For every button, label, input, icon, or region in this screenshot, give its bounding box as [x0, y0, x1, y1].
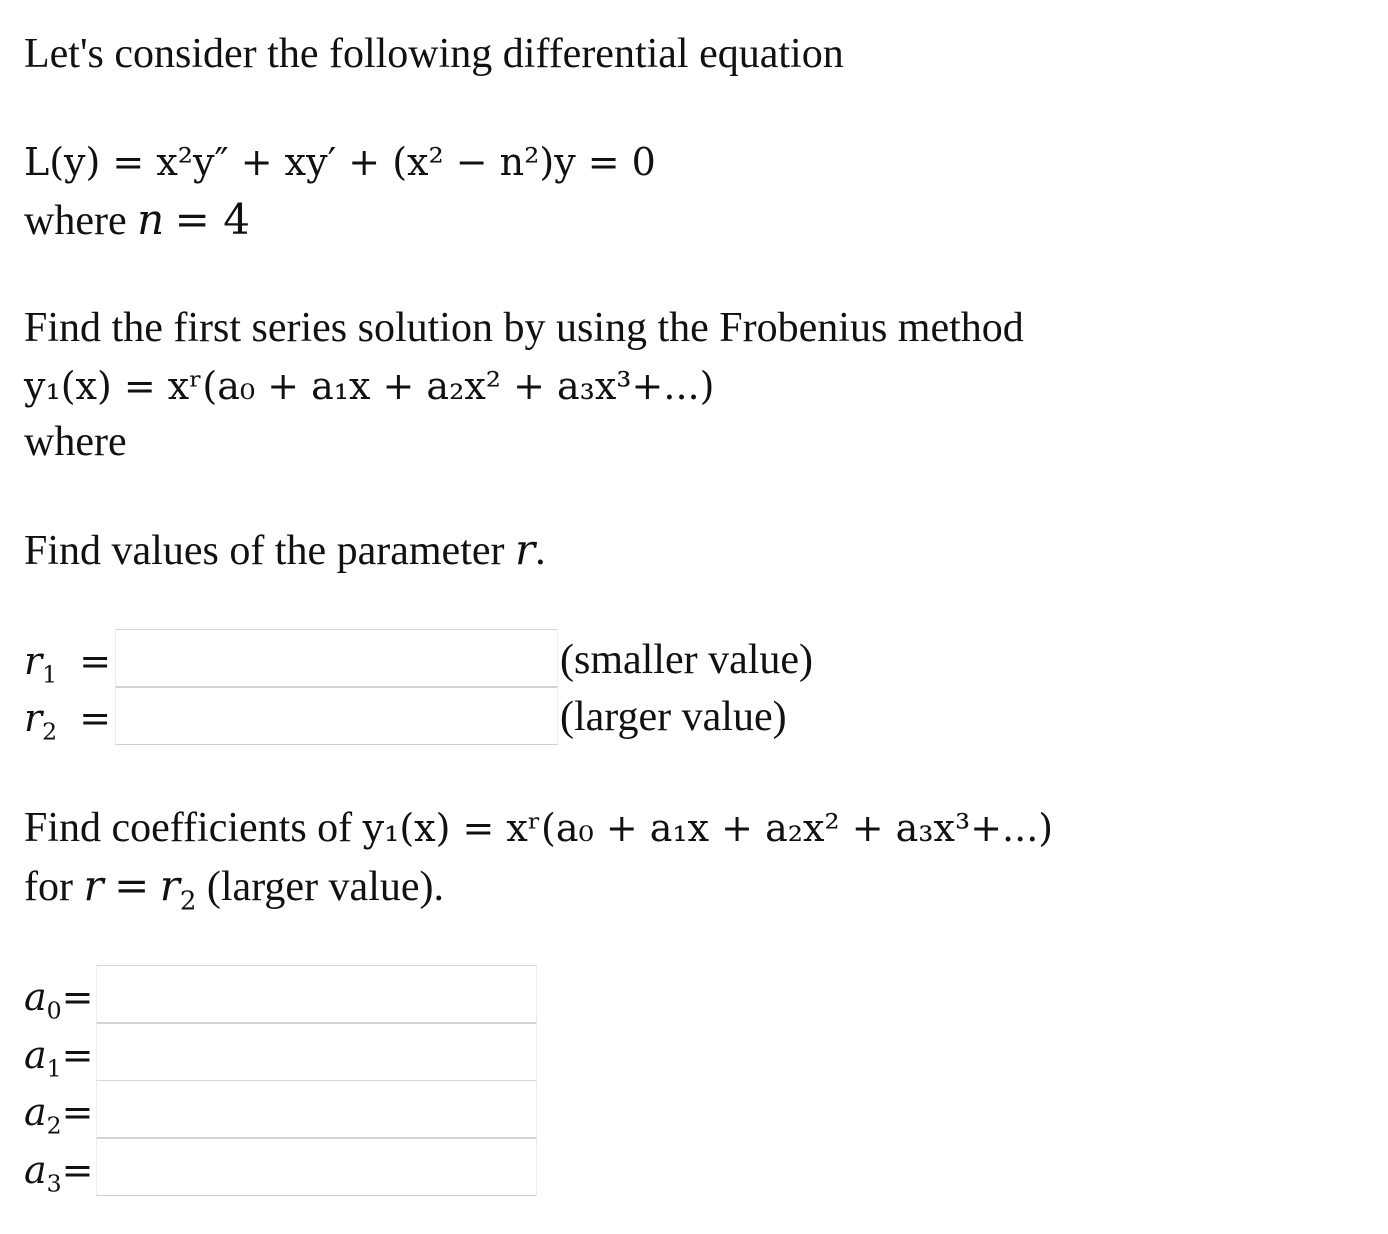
a1-input-box[interactable] [96, 1023, 537, 1081]
a1-label: $a_1=$ [24, 1033, 94, 1083]
a0-input[interactable] [97, 966, 536, 1022]
coefficients-formula: y₁(x) = xʳ(a₀ + a₁x + a₂x² + a₃x³+...) [362, 806, 1054, 850]
a3-label: $a_3=$ [24, 1148, 94, 1198]
parameter-instruction-text: Find values of the parameter [24, 528, 505, 574]
intro-text: Let's consider the following differential equation [24, 31, 844, 77]
r2-label: $r_2$ = [24, 696, 112, 746]
r-var: r [83, 861, 104, 910]
r1-input[interactable] [116, 630, 557, 686]
r2-var: r [159, 861, 180, 910]
frobenius-instruction: Find the first series solution by using the Frobenius method [24, 305, 1024, 351]
a0-label: $a_0=$ [24, 975, 94, 1025]
a2-label: $a_2=$ [24, 1090, 94, 1140]
parameter-period: . [535, 528, 546, 574]
where-text: where [24, 419, 127, 465]
r2-input[interactable] [116, 688, 557, 744]
r1-label: $r_1$ = [24, 639, 112, 689]
n-value: = 4 [174, 195, 250, 244]
r1-hint: (smaller value) [560, 637, 814, 683]
a2-input[interactable] [97, 1081, 536, 1137]
a0-input-box[interactable] [96, 965, 537, 1023]
larger-value-text: (larger value). [206, 864, 444, 910]
a3-input[interactable] [97, 1139, 536, 1195]
r1-input-box[interactable] [115, 629, 558, 687]
n-variable: n [137, 195, 165, 244]
parameter-instruction [24, 524, 546, 577]
r-variable: r [515, 525, 536, 574]
r2-subscript: 2 [179, 886, 197, 917]
equals-sign: = [114, 861, 150, 910]
coefficients-instruction [24, 802, 1053, 854]
differential-equation: L(y) = x²y″ + xy′ + (x² − n²)y = 0 [24, 140, 656, 184]
a3-input-box[interactable] [96, 1138, 537, 1196]
for-word: for [24, 864, 73, 910]
a2-input-box[interactable] [96, 1080, 537, 1138]
r2-hint: (larger value) [560, 694, 787, 740]
series-formula: y₁(x) = xʳ(a₀ + a₁x + a₂x² + a₃x³+...) [24, 364, 715, 408]
coefficients-text: Find coefficients of [24, 805, 353, 851]
r2-input-box[interactable] [115, 687, 558, 745]
for-r-line [24, 860, 444, 917]
a1-input[interactable] [97, 1024, 536, 1080]
where-n-line [24, 194, 250, 247]
where-word: where [24, 198, 127, 244]
